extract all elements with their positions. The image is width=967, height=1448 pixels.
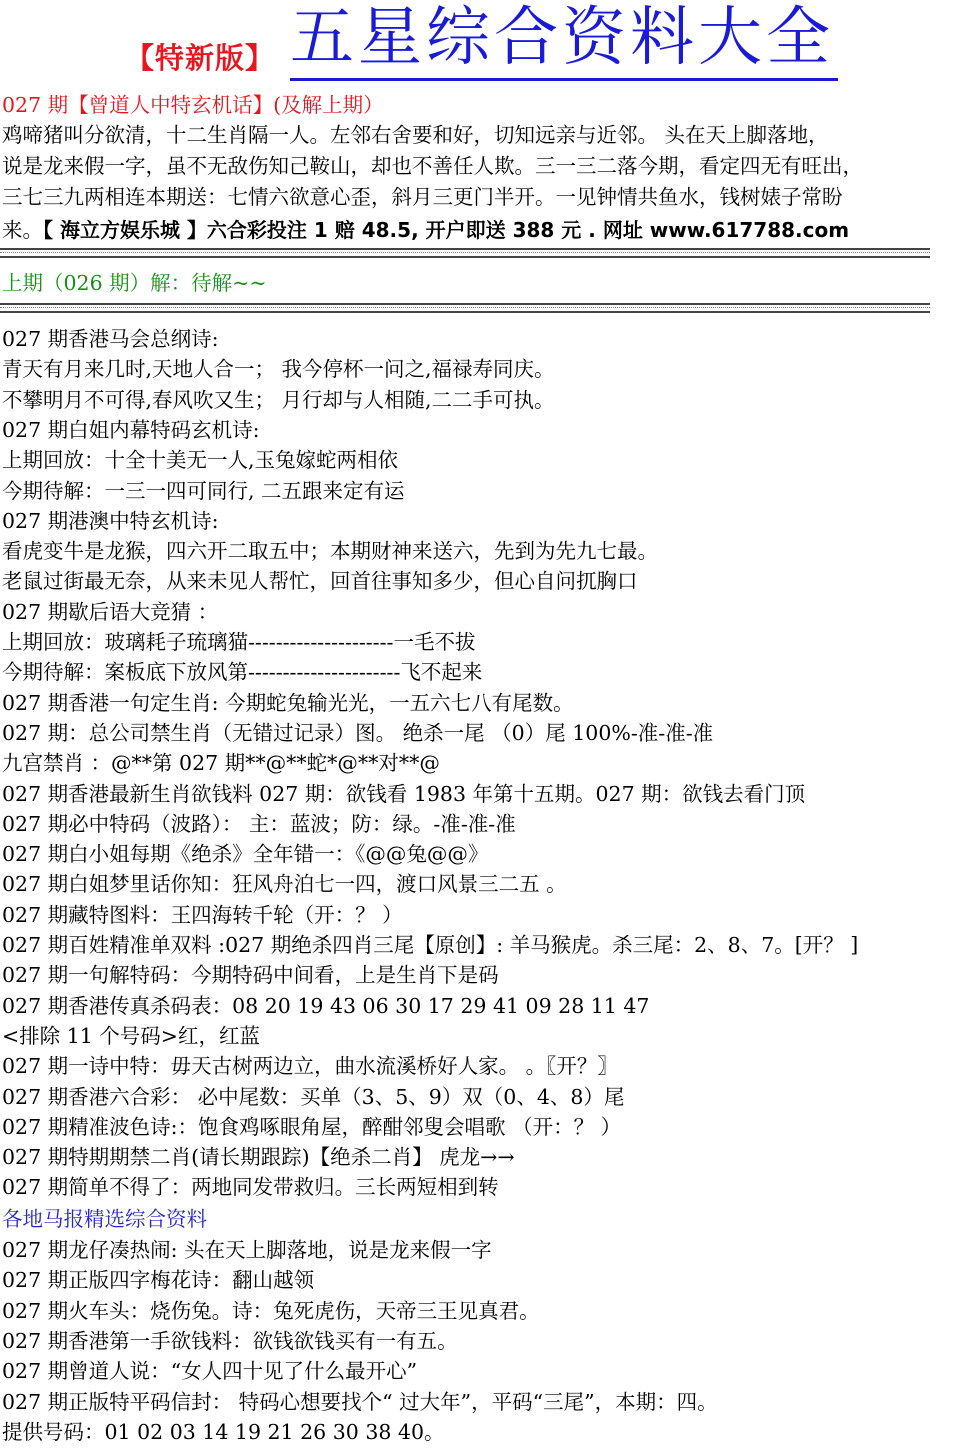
content-line: 027 期白小姐每期《绝杀》全年错一：《@@兔@@》 — [2, 842, 489, 867]
separator-2 — [0, 303, 930, 313]
content-line: 027 期歇后语大竞猜 ： — [2, 599, 219, 624]
content-line: 九宫禁肖 ：@**第 027 期**@**蛇*@**对**@ — [2, 751, 440, 776]
content-line: 027 期精准波色诗:：饱食鸡啄眼角屋，醉酣邻叟会唱歌 （开：？ ） — [2, 1114, 622, 1139]
intro-last-prefix: 来。 — [2, 218, 43, 242]
content-line: 今期待解：案板底下放风第----------------------飞不起来 — [2, 660, 483, 685]
content-line: 看虎变牛是龙猴，四六开二取五中；本期财神来送六，先到为先九七最。 — [2, 539, 658, 564]
content-line: 027 期一诗中特：毋天古树两边立，曲水流溪桥好人家。 。〖开？〗 — [2, 1054, 618, 1079]
section-title: 各地马报精选综合资料 — [2, 1207, 207, 1231]
intro-line-3: 三七三九两相连本期送：七情六欲意心歪，斜月三更门半开。一见钟情共鱼水，钱树婊子常盼 — [2, 185, 843, 209]
intro-line-1: 鸡啼猪叫分欲清，十二生肖隔一人。左邻右舍要和好，切知远亲与近邻。 头在天上脚落地， — [2, 123, 829, 147]
intro-heading: 027 期【曾道人中特玄机话】(及解上期） — [2, 93, 384, 117]
previous-answer: 上期（026 期）解：待解~~ — [2, 271, 267, 295]
content-line: 027 期白姐内幕特码玄机诗: — [2, 417, 260, 442]
separator-1 — [0, 248, 930, 258]
content-line: 027 期火车头：烧伤兔。诗：兔死虎伤，天帝三王见真君。 — [2, 1298, 540, 1323]
ad-banner: 【 海立方娱乐城 】六合彩投注 1 赔 48.5, 开户即送 388 元 . 网址 www.617788.com — [43, 218, 850, 242]
content-line: 老鼠过街最无奈，从来未见人帮忙，回首往事知多少，但心自问扤胸口 — [2, 569, 638, 594]
content-line: 027 期正版特平码信封： 特码心想要找个“ 过大年”，平码“三尾”，本期：四。 — [2, 1389, 718, 1414]
content-line: 不攀明月不可得,春风吹又生； 月行却与人相随,二二手可执。 — [2, 387, 555, 412]
content-line: 027 期曾道人说：“女人四十见了什么最开心” — [2, 1359, 418, 1384]
content-line: 027 期藏特图料：王四海转千轮（开：？ ） — [2, 902, 403, 927]
intro-line-4 — [2, 215, 849, 245]
content-line: 青天有月来几时,天地人合一； 我今停杯一问之,福禄寿同庆。 — [2, 357, 555, 382]
content-line: 027 期必中特码（波路）： 主：蓝波；防：绿。-准-准-准 — [2, 811, 516, 836]
content-line: 上期回放：玻璃耗子琉璃猫---------------------一毛不拔 — [2, 630, 476, 654]
content-line: 027 期特期期禁二肖(请长期跟踪)【绝杀二肖】 虎龙→→ — [2, 1145, 515, 1170]
content-line: 027 期香港马会总纲诗: — [2, 327, 219, 351]
content-line: 027 期简单不得了：两地同发带救归。三长两短相到转 — [2, 1175, 499, 1200]
content-line: 上期回放：十全十美无一人,玉兔嫁蛇两相依 — [2, 448, 399, 473]
content-line: 027 期香港传真杀码表：08 20 19 43 06 30 17 29 41 09 28 11 47 — [2, 993, 650, 1018]
content-line: 027 期白姐梦里话你知：狂风舟泊七一四，渡口风景三二五 。 — [2, 872, 567, 897]
content-line: 027 期香港最新生肖欲钱料 027 期：欲钱看 1983 年第十五期。027 期：欲钱去看门顶 — [2, 781, 806, 806]
content-line: 027 期：总公司禁生肖（无错过记录）图。 绝杀一尾 （0）尾 100%-准-准-准 — [2, 720, 714, 745]
content-line: 027 期百姓精准单双料 :027 期绝杀四肖三尾【原创】: 羊马猴虎。杀三尾：2、8、7。[开？ ] — [2, 933, 859, 957]
content-line: 027 期龙仔凑热闹: 头在天上脚落地，说是龙来假一字 — [2, 1238, 492, 1262]
content-line: 027 期一句解特码：今期特码中间看，上是生肖下是码 — [2, 963, 499, 988]
intro-line-2: 说是龙来假一字，虽不无敌伤知己鞍山，却也不善任人欺。三一三二落今期，看定四无有旺出， — [2, 154, 863, 178]
content-line: 027 期正版四字梅花诗：翻山越领 — [2, 1268, 315, 1293]
content-line: 今期待解：一三一四可同行, 二五跟来定有运 — [2, 478, 405, 503]
content-line: 027 期港澳中特玄机诗: — [2, 508, 219, 533]
page-title: 五星综合资料大全 — [290, 0, 838, 81]
content-line: <排除 11 个号码>红，红蓝 — [2, 1023, 260, 1048]
content-line: 027 期香港一句定生肖: 今期蛇兔输光光，一五六七八有尾数。 — [2, 690, 574, 715]
content-line: 027 期香港六合彩： 必中尾数：买单（3、5、9）双（0、4、8）尾 — [2, 1084, 625, 1109]
edition-badge: 【特新版】 — [125, 41, 276, 75]
header — [0, 0, 967, 92]
content-line: 提供号码：01 02 03 14 19 21 26 30 38 40。 — [2, 1419, 445, 1444]
content-line: 027 期香港第一手欲钱料：欲钱欲钱买有一有五。 — [2, 1328, 458, 1353]
